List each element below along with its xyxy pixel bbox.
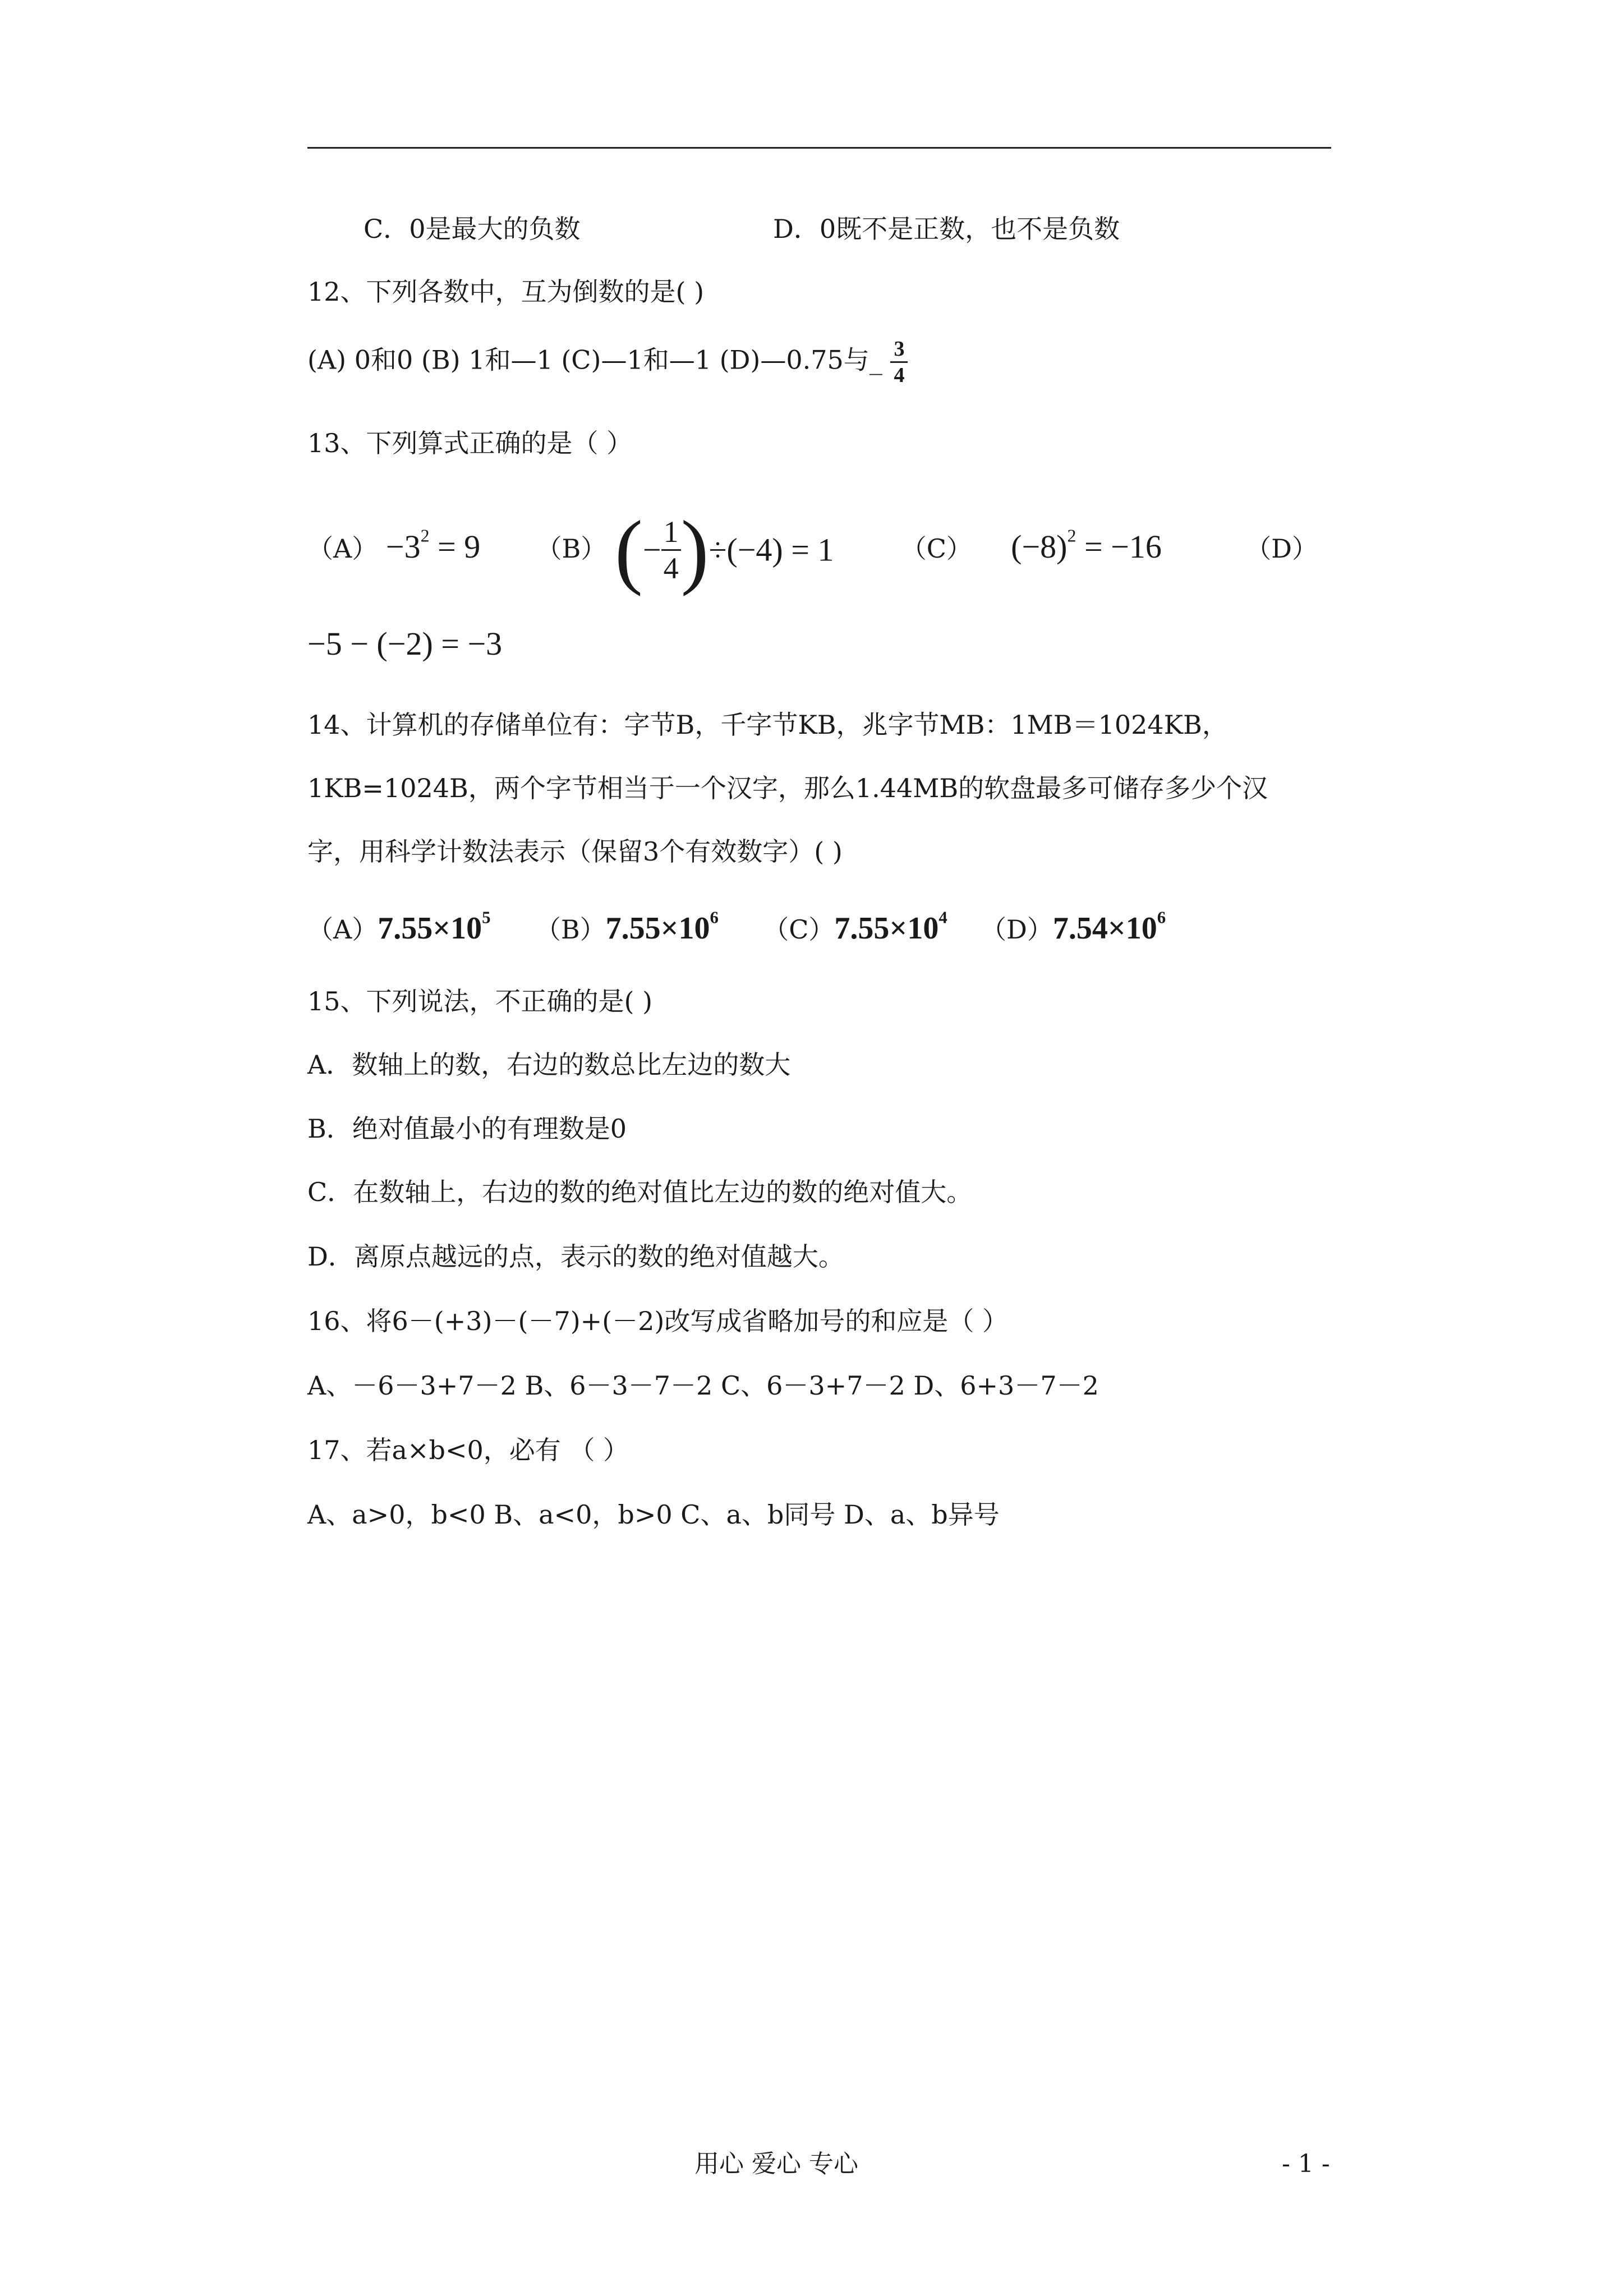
q14-option-b-exp: 6 [710,908,719,927]
q15-option-c: C．在数轴上，右边的数的绝对值比左边的数的绝对值大。 [307,1177,973,1207]
q12-neg-sign: _ [869,344,882,375]
q14-line2: 1KB=1024B，两个字节相当于一个汉字，那么1.44MB的软盘最多可储存多少个汉 [307,773,1268,803]
q16-stem: 16、将6－(+3)－(－7)+(－2)改写成省略加号的和应是（ ） [307,1306,1008,1336]
q13-a-base: −3 [385,528,421,565]
q14-option-d-value [1052,908,1166,946]
q13-b-fraction [661,514,681,586]
q14-option-a-value [378,908,491,946]
q13-a-label: （A） [307,533,378,564]
q14-option-b-value [605,908,719,946]
q14-option-c-base: 7.55×10 [834,911,939,946]
q12-stem: 12、下列各数中，互为倒数的是( ) [307,277,705,307]
q13-c-label: （C） [900,533,972,564]
q11-option-d: D．0既不是正数，也不是负数 [773,214,1120,244]
q14-options-row [307,908,1166,946]
q15-option-d: D．离原点越远的点，表示的数的绝对值越大。 [307,1241,844,1272]
q13-a-rhs: = 9 [429,528,481,565]
q15-option-a: A．数轴上的数，右边的数总比左边的数大 [307,1050,791,1080]
q14-option-b-base: 7.55×10 [605,911,710,946]
q13-b-num: 1 [661,514,681,551]
q15-option-b: B．绝对值最小的有理数是0 [307,1114,627,1144]
q13-c-base: (−8) [1011,528,1068,565]
q13-d-label: （D） [1245,533,1318,564]
q13-options-row [307,503,1318,597]
q13-b-minus: − [642,531,661,568]
footer-motto: 用心 爱心 专心 [694,2150,858,2178]
q13-c-rhs: = −16 [1076,528,1162,565]
q12-frac-num: 3 [890,337,908,363]
q14-option-c-value [834,908,947,946]
q14-line1: 14、计算机的存储单位有：字节B，千字节KB，兆字节MB：1MB＝1024KB， [307,710,1228,740]
q13-b-expr: (− $\frac{1}{4}$ )÷(−4) = 1 [614,503,834,597]
q14-option-a-label: （A） [307,914,378,945]
q14-option-d-label: （D） [980,914,1053,945]
page-number: - 1 - [1282,2150,1330,2178]
q12-frac-den: 4 [894,364,905,387]
q17-stem: 17、若a×b<0，必有 （ ） [307,1435,629,1465]
q12-options [307,337,908,388]
q13-a-exp: 2 [420,526,430,546]
q16-options: A、－6－3+7－2 B、6－3－7－2 C、6－3+7－2 D、6+3－7－2 [307,1370,1099,1401]
q13-b-den: 4 [663,551,679,586]
q13-b-rest: ÷(−4) = 1 [709,531,834,568]
q12-fraction [890,337,908,388]
q13-c-expr [1011,528,1162,565]
q13-d-expr: −5 − (−2) = −3 [307,625,503,662]
q14-option-d-exp: 6 [1157,908,1166,927]
header-rule [307,147,1331,149]
q12-options-text: (A) 0和0 (B) 1和—1 (C)—1和—1 (D)—0.75与 [307,344,869,375]
q14-option-a-exp: 5 [482,908,491,927]
q13-c-exp: 2 [1067,526,1076,546]
q14-option-d-base: 7.54×10 [1052,911,1157,946]
q14-line3: 字，用科学计数法表示（保留3个有效数字）( ) [307,836,843,867]
q14-option-c-label: （C） [763,914,835,945]
q13-b-label: （B） [536,533,607,564]
q15-stem: 15、下列说法，不正确的是( ) [307,986,653,1016]
q11-option-c: C．0是最大的负数 [364,214,581,244]
q13-a-expr [386,528,480,565]
q14-option-a-base: 7.55×10 [378,911,482,946]
q14-option-b-label: （B） [535,914,606,945]
q13-stem: 13、下列算式正确的是（ ） [307,428,633,458]
q17-options: A、a>0，b<0 B、a<0，b>0 C、a、b同号 D、a、b异号 [307,1499,1000,1530]
q14-option-c-exp: 4 [938,908,947,927]
